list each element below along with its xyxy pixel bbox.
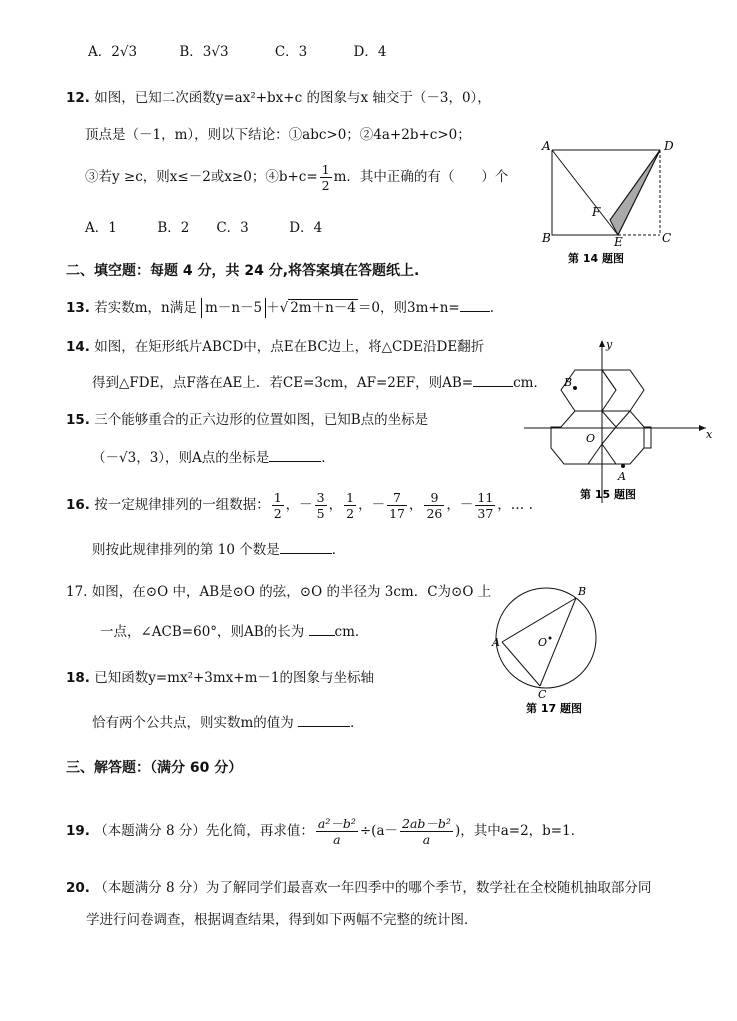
- q12-line2: 顶点是（－1，m），则以下结论：①abc>0；②4a+2b+c>0；: [85, 127, 471, 143]
- sequence-fraction: $\frac{9}{26}$: [426, 490, 443, 521]
- section-heading-solve: 三、解答题：（满分 60 分）: [66, 760, 243, 776]
- absolute-value: m－n－5: [201, 298, 266, 318]
- q12-line1: 12. 如图，已知二次函数y=ax²+bx+c 的图象与x 轴交于（－3，0），: [66, 90, 491, 106]
- sequence-fraction: $\frac{7}{17}$: [389, 490, 405, 521]
- label-B: B: [564, 376, 573, 389]
- figure-14: [536, 138, 686, 266]
- figure-17: [488, 582, 608, 718]
- fraction: $\frac{\text{2ab－b²}}{a}$: [402, 816, 451, 847]
- figure-15: [520, 338, 720, 506]
- q20-line1: 20. （本题满分 8 分）为了解同学们最喜欢一年四季中的哪个季节，数学社在全校随机抽取部分同: [66, 880, 652, 896]
- figure-caption: 第 15 题图: [580, 488, 636, 501]
- label-C: C: [662, 231, 672, 245]
- sequence-fraction: $\frac{1}{2}$: [346, 490, 355, 521]
- x-axis-label: x: [706, 428, 713, 441]
- label-B: B: [578, 585, 587, 598]
- q11-options: A．2√3 B．3√3 C．3 D．4: [88, 44, 387, 60]
- answer-blank: [269, 449, 321, 462]
- label-C: C: [538, 688, 547, 701]
- label-A: A: [542, 139, 551, 153]
- q20-line2: 学进行问卷调查，根据调查结果，得到如下两幅不完整的统计图．: [86, 912, 478, 928]
- square-root: 2m＋n－4: [290, 300, 356, 316]
- answer-blank: [460, 299, 490, 312]
- label-B: B: [542, 231, 551, 245]
- q17-line2: 一点，∠ACB=60°，则AB的长为 cm．: [100, 624, 369, 640]
- q18-line1: 18. 已知函数y=mx²+3mx+m－1的图象与坐标轴: [66, 670, 375, 686]
- q15-line2: （－√3，3），则A点的坐标是 ．: [92, 450, 335, 466]
- label-O: O: [538, 636, 548, 649]
- label-A: A: [618, 470, 626, 483]
- fraction: $\frac{1}{2}$: [321, 162, 330, 193]
- y-axis-label: y: [606, 338, 613, 351]
- sequence-fraction: $\frac{1}{2}$: [273, 490, 282, 521]
- sequence-fractions: $\frac{1}{2}$ ，－ $\frac{3}{5}$ ， $\frac{1}{2}$ ，－ $\frac{7}{17}$ ， $\frac{9}{26}$ ，－ $\frac{11}{37}$: [273, 490, 494, 521]
- sequence-fraction: $\frac{3}{5}$: [316, 490, 325, 521]
- fraction: $\frac{\text{a²－b²}}{a}$: [317, 816, 356, 847]
- label-A: A: [492, 636, 500, 649]
- q16-line1: 16. 按一定规律排列的一组数据： $\frac{1}{2}$ ，－ $\frac{3}{5}$ ， $\frac{1}{2}$ ，－ $\frac{7}{17}$ ， $\frac{9}{26}$ ，－ $\frac{11}{37}$ ，… .: [66, 490, 533, 521]
- figure-caption: 第 14 题图: [568, 252, 624, 265]
- q14-line1: 14. 如图，在矩形纸片ABCD中，点E在BC边上，将△CDE沿DE翻折: [66, 339, 485, 355]
- sequence-fraction: $\frac{11}{37}$: [477, 490, 494, 521]
- label-F: F: [592, 205, 601, 219]
- q15-line1: 15. 三个能够重合的正六边形的位置如图，已知B点的坐标是: [66, 412, 429, 428]
- q19: 19. （本题满分 8 分）先化简，再求值： $\frac{\text{a²－b²}}{a}$ ÷(a－ $\frac{\text{2ab－b²}}{a}$ )，其中a=2，b=1．: [66, 816, 585, 847]
- label-D: D: [664, 139, 674, 153]
- answer-blank: [473, 374, 513, 387]
- section-heading-fill-blank: 二、填空题：每题 4 分，共 24 分,将答案填在答题纸上.: [66, 263, 420, 279]
- q16-line2: 则按此规律排列的第 10 个数是 ．: [92, 542, 346, 558]
- label-E: E: [614, 235, 623, 249]
- figure-caption: 第 17 题图: [526, 702, 582, 715]
- shaded-triangle: [610, 150, 660, 235]
- q17-line1: 17. 如图，在⊙O 中，AB是⊙O 的弦，⊙O 的半径为 3cm．C为⊙O 上: [66, 584, 492, 600]
- q12-line3: ③若y ≥c，则x≤－2或x≥0；④b+c= $\frac{1}{2}$ m．其中正确的有（ ）个: [85, 162, 509, 193]
- q18-line2: 恰有两个公共点，则实数m的值为 ．: [92, 715, 364, 731]
- q12-options: A．1 B．2 C．3 D．4: [85, 220, 323, 236]
- answer-blank: [298, 714, 350, 727]
- answer-blank: [280, 541, 332, 554]
- q13: 13. 若实数m，n满足 m－n－5 ＋√ 2m＋n－4 ＝0，则3m+n= .: [66, 300, 495, 316]
- q14-line2: 得到△FDE，点F落在AE上．若CE=3cm，AF=2EF，则AB= cm．: [92, 375, 547, 391]
- answer-blank: [309, 623, 335, 636]
- origin-label: O: [586, 432, 596, 445]
